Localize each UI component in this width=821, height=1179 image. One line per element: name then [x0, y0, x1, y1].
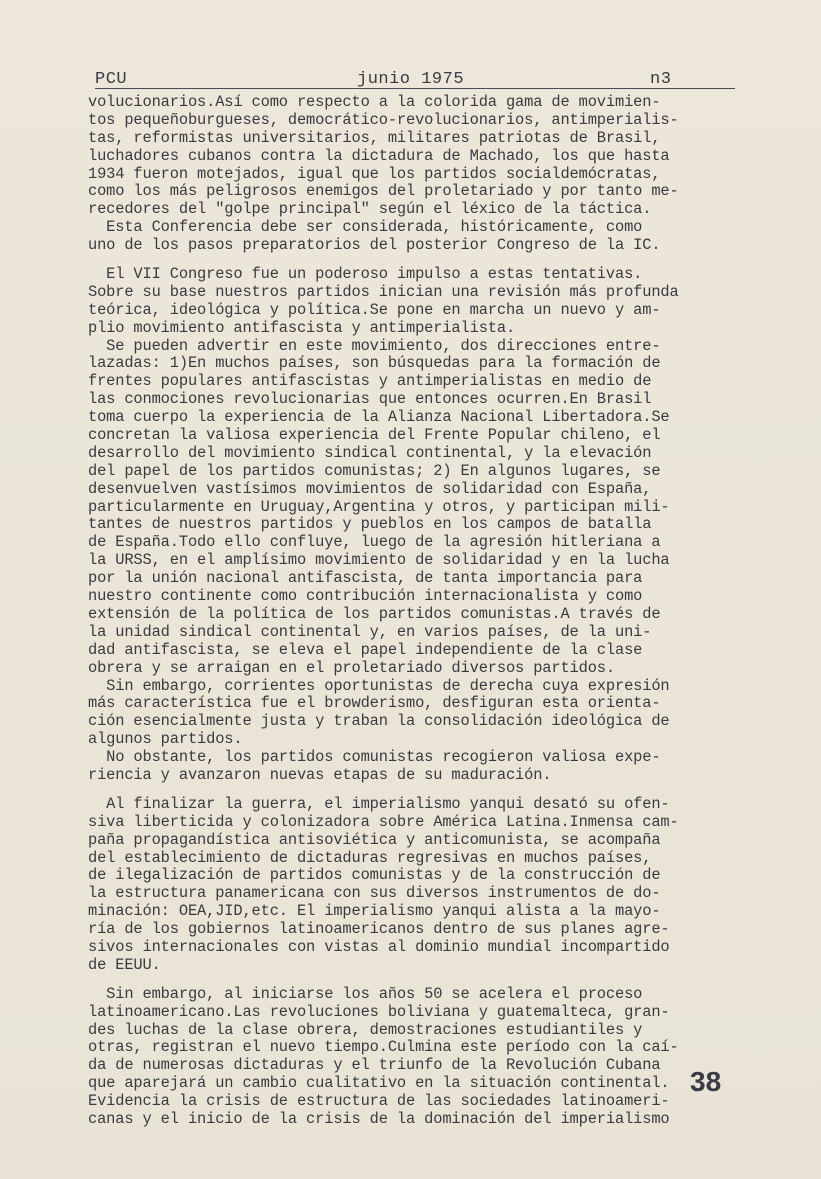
text-line: por la unión nacional antifascista, de tanta importancia para [88, 569, 643, 588]
text-line: volucionarios.Así como respecto a la colorida gama de movimien- [88, 93, 661, 111]
text-line: dad antifascista, se eleva el papel independiente de la clase [88, 640, 643, 659]
text-line: del establecimiento de dictaduras regresivas en muchos países, [88, 848, 652, 867]
text-line: teórica, ideológica y política.Se pone en marcha un nuevo y am- [88, 300, 661, 319]
text-line: desarrollo del movimiento sindical continental, y la elevación [88, 443, 652, 462]
page-number: 38 [690, 1066, 722, 1097]
text-line: del papel de los partidos comunistas; 2) En algunos lugares, se [88, 461, 661, 480]
text-line: El VII Congreso fue un poderoso impulso a estas tentativas. [88, 265, 643, 284]
body-text [88, 94, 763, 1129]
text-line: No obstante, los partidos comunistas recogieron valiosa expe- [88, 748, 661, 767]
header-date: junio 1975 [357, 70, 465, 89]
text-line: extensión de la política de los partidos comunistas.A través de [88, 604, 661, 623]
text-line: siva liberticida y colonizadora sobre América Latina.Inmensa cam- [88, 812, 679, 831]
text-line: Sobre su base nuestros partidos inician una revisión más profunda [88, 282, 679, 301]
text-line: ría de los gobiernos latinoamericanos dentro de sus planes agre- [88, 920, 670, 939]
text-line: desenvuelven vastísimos movimientos de solidaridad con España, [88, 479, 652, 498]
text-line: da de numerosas dictaduras y el triunfo de la Revolución Cubana [88, 1056, 661, 1075]
text-line: plio movimiento antifascista y antimperialista. [88, 318, 516, 337]
text-line: recedores del "golpe principal" según el léxico de la táctica. [88, 200, 652, 219]
text-line: Se pueden advertir en este movimiento, dos direcciones entre- [88, 336, 661, 355]
header-rule [95, 88, 735, 89]
text-line: paña propagandística antisoviética y anticomunista, se acompaña [88, 830, 661, 849]
text-line: otras, registran el nuevo tiempo.Culmina este período con la caí- [88, 1038, 679, 1057]
text-line: las conmociones revolucionarias que entonces ocurren.En Brasil [88, 390, 652, 409]
text-line: Esta Conferencia debe ser considerada, históricamente, como [88, 218, 643, 237]
text-line: de EEUU. [88, 955, 161, 974]
text-line: obrera y se arraigan en el proletariado diversos partidos. [88, 658, 615, 677]
text-line: Sin embargo, corrientes oportunistas de derecha cuya expresión [88, 676, 670, 695]
text-line: Sin embargo, al iniciarse los años 50 se acelera el proceso [88, 984, 643, 1003]
text-line: canas y el inicio de la crisis de la dominación del imperialismo [88, 1109, 670, 1128]
text-line: frentes populares antifascistas y antimperialistas en medio de [88, 372, 652, 391]
text-line: lazadas: 1)En muchos países, son búsquedas para la formación de [88, 354, 661, 373]
text-line: tantes de nuestros partidos y pueblos en los campos de batalla [88, 515, 652, 534]
text-line: 1934 fueron motejados, igual que los partidos socialdemócratas, [88, 164, 661, 183]
header-publication: PCU [95, 70, 128, 89]
text-line: riencia y avanzaron nuevas etapas de su maduración. [88, 765, 552, 784]
text-line: luchadores cubanos contra la dictadura de Machado, los que hasta [88, 146, 670, 165]
text-line: sivos internacionales con vistas al dominio mundial incompartido [88, 937, 670, 956]
text-line: la unidad sindical continental y, en varios países, de la uni- [88, 622, 652, 641]
text-line: uno de los pasos preparatorios del posterior Congreso de la IC. [88, 236, 661, 255]
text-line: Al finalizar la guerra, el imperialismo yanqui desató su ofen- [88, 794, 670, 813]
text-line: particularmente en Uruguay,Argentina y otros, y participan mili- [88, 497, 670, 516]
text-line: concretan la valiosa experiencia del Frente Popular chileno, el [88, 426, 661, 445]
text-line: de España.Todo ello confluye, luego de la agresión hitleriana a [88, 533, 661, 552]
text-line: que aparejará un cambio cualitativo en la situación continental. [88, 1074, 670, 1093]
text-line: des luchas de la clase obrera, demostraciones estudiantiles y [88, 1020, 643, 1039]
text-line: tos pequeñoburgueses, democrático-revolucionarios, antimperialis- [88, 110, 679, 129]
text-line: ción esencialmente justa y traban la consolidación ideológica de [88, 712, 670, 731]
text-line: minación: OEA,JID,etc. El imperialismo yanqui alista a la mayo- [88, 902, 661, 921]
text-line: la estructura panamericana con sus diversos instrumentos de do- [88, 884, 661, 903]
text-line: como los más peligrosos enemigos del proletariado y por tanto me- [88, 182, 679, 201]
text-line: toma cuerpo la experiencia de la Alianza Nacional Libertadora.Se [88, 408, 670, 427]
text-line: latinoamericano.Las revoluciones boliviana y guatemalteca, gran- [88, 1002, 670, 1021]
text-line: tas, reformistas universitarios, militares patriotas de Brasil, [88, 128, 661, 147]
text-line: algunos partidos. [88, 730, 243, 749]
header-issue-number: n3 [650, 70, 672, 89]
text-line: la URSS, en el amplísimo movimiento de solidaridad y en la lucha [88, 551, 670, 570]
text-line: Evidencia la crisis de estructura de las sociedades latinoameri- [88, 1092, 670, 1111]
text-line: de ilegalización de partidos comunistas y de la construcción de [88, 866, 661, 885]
text-line: nuestro continente como contribución internacionalista y como [88, 587, 643, 606]
text-line: más característica fue el browderismo, desfiguran esta orienta- [88, 694, 661, 713]
